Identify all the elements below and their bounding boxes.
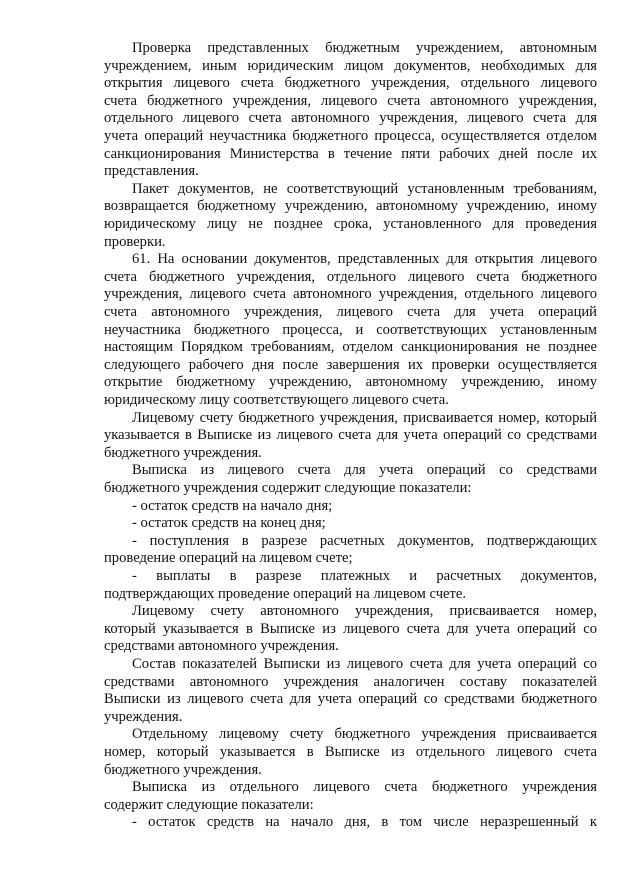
text-line: отдельного лицевого счета автономного учреждения, лицевого счета для: [104, 110, 597, 127]
text-line: подтверждающих проведение операций на лицевом счете.: [104, 585, 467, 602]
text-line: учреждения.: [104, 708, 183, 725]
text-line: Выписка из лицевого счета для учета операций со средствами: [132, 462, 597, 479]
text-line: 61. На основании документов, представленных для открытия лицевого: [132, 251, 597, 268]
text-line: Лицевому счету бюджетного учреждения, присваивается номер, который: [132, 409, 597, 426]
text-line: счета бюджетного учреждения, лицевого счета автономного учреждения,: [104, 92, 597, 109]
text-line: учета операций неучастника бюджетного процесса, осуществляется отделом: [104, 128, 597, 144]
text-line: - поступления в разрезе расчетных документов, подтверждающих: [132, 532, 597, 549]
text-line: Проверка представленных бюджетным учреждением, автономным: [132, 40, 597, 56]
text-line: санкционирования Министерства в течение пяти рабочих дней после их: [104, 145, 597, 162]
text-line: юридическому лицу соответствующего лицевого счета.: [104, 392, 449, 408]
text-line: неучастника бюджетного процесса, и соответствующих установленным: [104, 321, 597, 338]
text-line: бюджетного учреждения.: [104, 444, 262, 461]
text-line: который указывается в Выписке из лицевого счета для учета операций со: [104, 620, 597, 637]
text-line: - остаток средств на начало дня, в том числе неразрешенный к: [132, 814, 597, 831]
text-line: содержит следующие показатели:: [104, 796, 314, 813]
text-line: учреждения, лицевого счета автономного учреждения, отдельного лицевого: [104, 286, 597, 303]
text-line: Выписки из лицевого счета для учета операций со средствами бюджетного: [104, 691, 597, 708]
text-line: средствами автономного учреждения аналогичен составу показателей: [104, 673, 597, 690]
text-line: указывается в Выписке из лицевого счета для учета операций со средствами: [104, 427, 597, 444]
text-line: Отдельному лицевому счету бюджетного учреждения присваивается: [132, 726, 597, 743]
text-line: открытие бюджетному учреждению, автономному учреждению, иному: [104, 374, 597, 391]
text-line: настоящим Порядком требованиям, отделом санкционирования не позднее: [104, 339, 597, 356]
text-line: - остаток средств на начало дня;: [132, 497, 333, 514]
text-line: счета автономного учреждения, лицевого счета для учета операций: [104, 304, 597, 320]
text-line: номер, который указывается в Выписке из отдельного лицевого счета: [104, 744, 597, 760]
text-line: проверки.: [104, 233, 166, 250]
text-line: Выписка из отдельного лицевого счета бюджетного учреждения: [132, 779, 597, 796]
text-line: Состав показателей Выписки из лицевого счета для учета операций со: [132, 656, 597, 672]
text-line: юридическому лицу не позднее срока, установленного для проведения: [104, 216, 597, 232]
text-line: открытия лицевого счета бюджетного учреждения, отдельного лицевого: [104, 75, 597, 92]
text-line: Пакет документов, не соответствующий установленным требованиям,: [132, 180, 597, 197]
text-line: бюджетного учреждения содержит следующие показатели:: [104, 480, 472, 496]
text-line: средствами автономного учреждения.: [104, 638, 339, 655]
text-line: следующего рабочего дня после завершения их проверки осуществляется: [104, 356, 597, 373]
text-line: представления.: [104, 163, 199, 180]
text-line: - остаток средств на конец дня;: [132, 515, 326, 532]
text-line: счета бюджетного учреждения, отдельного лицевого счета бюджетного: [104, 268, 597, 285]
text-line: - выплаты в разрезе платежных и расчетных документов,: [132, 568, 597, 584]
text-line: бюджетного учреждения.: [104, 761, 262, 778]
text-line: проведение операций на лицевом счете;: [104, 550, 353, 567]
text-line: Лицевому счету автономного учреждения, присваивается номер,: [132, 603, 597, 620]
text-line: учреждением, иным юридическим лицом документов, необходимых для: [104, 57, 597, 74]
text-line: возвращается бюджетному учреждению, автономному учреждению, иному: [104, 198, 597, 215]
